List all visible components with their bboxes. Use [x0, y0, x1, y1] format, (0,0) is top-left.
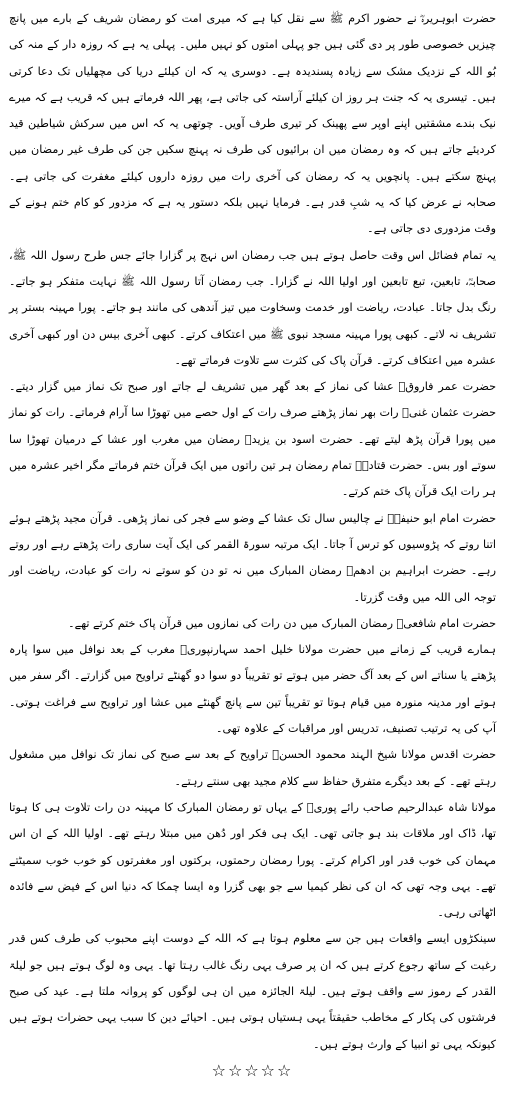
paragraph-saharanpuri: ہمارے قریب کے زمانے میں حضرت مولانا خلیل احمد سہارنپوریؒ مغرب کے بعد نوافل میں سوا پارہ پڑھتے یا سناتے اس کے بعد آگ حضر میں ہوتے تو تقریباً دو سوا دو گھنٹے تراویح میں گزارتے۔ اگر سفر میں ہوتے اور مدینہ منورہ میں قیام ہوتا تو تقریباً تین سے پانچ گھنٹے میں عشا اور تراویح سے فراغت ہوتی۔ آپ کی یہ ترتیب تصنیف، تدریس اور مراقبات کے علاوہ تھی۔ — [9, 643, 496, 736]
paragraph-raipuri: مولانا شاہ عبدالرحیم صاحب رائے پوریؒ کے یہاں تو رمضان المبارک کا مہینہ دن رات تلاوت ہی کا ہوتا تھا، ڈاک اور ملاقات بند ہو جاتی تھی۔ ایک ہی فکر اور دُھن میں مبتلا رہتے تھے۔ اولیا اللہ کے ان اس مہمان کی خوب قدر اور اکرام کرتے۔ پورا رمضان رحمتوں، برکتوں اور مغفرتوں کو خوب خوب سمیٹتے تھے۔ یہی وجہ تھی کہ ان کی نظر کیمیا سے جو بھی گزرا وہ ایسا چمکا کہ دنیا اس کے فیض سے فائدہ اٹھاتی رہی۔ — [9, 800, 496, 920]
paragraph-abu-hanifa: حضرت امام ابو حنیفہؒ نے چالیس سال تک عشا کے وضو سے فجر کی نماز پڑھی۔ قرآن مجید پڑھتے ہوئے اتنا روتے کہ پڑوسیوں کو ترس آ جاتا۔ ایک مرتبہ سورۃ القمر کی ایک آیت ساری رات پڑھتے رہے اور روتے رہے۔ حضرت ابراہیم بن ادھمؒ رمضان المبارک میں نہ تو دن کو سوتے نہ رات کو عبادت، ریاضت اور توجہ الی اللہ میں وقت گزرتا۔ — [9, 511, 496, 604]
star-separator: ☆☆☆☆☆ — [211, 1060, 294, 1080]
paragraph-conclusion: سینکڑوں ایسے واقعات ہیں جن سے معلوم ہوتا ہے کہ اللہ کے دوست اپنے محبوب کی طرف کس قدر رغبت کے ساتھ رجوع کرتے ہیں کہ ان پر صرف یہی رنگ غالب رہتا تھا۔ یہی وہ لوگ ہوتے ہیں جو لیلۃ القدر کے رموز سے واقف ہوتے ہیں۔ لیلۃ الجائزہ میں ان ہی لوگوں کو پروانہ ملتا ہے۔ عید کی صبح فرشتوں کی پکار کے مخاطب حقیقتاً یہی ہستیاں ہوتی ہیں۔ احیائے دین کا سبب یہی حضرات ہوتے ہیں کیونکہ یہی تو انبیا کے وارث ہوتے ہیں۔ — [9, 932, 496, 1051]
paragraph-prophet-practice: یہ تمام فضائل اس وقت حاصل ہوتے ہیں جب رمضان اس نہج پر گزارا جائے جس طرح رسول اللہ ﷺ، صحابہؓ، تابعین، تبع تابعین اور اولیا اللہ نے گزارا۔ جب رمضان آتا رسول اللہ ﷺ نہایت متفکر ہو جاتے۔ رنگ بدل جاتا۔ عبادت، ریاضت اور خدمت وسخاوت میں تیز آندھی کی مانند ہو جاتے۔ پورا مہینہ بستر پر تشریف نہ لاتے۔ کبھی پورا مہینہ مسجد نبوی ﷺ میں اعتکاف کرتے۔ کبھی آخری بیس دن اور کبھی آخری عشرہ میں اعتکاف کرتے۔ قرآن پاک کی کثرت سے تلاوت فرماتے تھے۔ — [9, 248, 496, 367]
paragraph-shafii: حضرت امام شافعیؒ رمضان المبارک میں دن رات کی نمازوں میں قرآن پاک ختم کرتے تھے۔ — [68, 616, 496, 630]
paragraph-shaikh-ul-hind: حضرت اقدس مولانا شیخ الہند محمود الحسنؒ تراویح کے بعد سے صبح کی نماز تک نوافل میں مشغول رہتے تھے۔ کے بعد دیگرے متفرق حفاظ سے کلام مجید بھی سنتے رہتے۔ — [9, 748, 496, 788]
paragraph-caliphs: حضرت عمر فاروقؓ عشا کی نماز کے بعد گھر میں تشریف لے جاتے اور صبح تک نماز میں گزار دیتے۔ حضرت عثمان غنیؓ رات بھر نماز پڑھتے صرف رات کے اول حصے میں تھوڑا سا آرام فرماتے۔ رات کو نماز میں پورا قرآن پڑھ لیتے تھے۔ حضرت اسود بن یزیدؒ رمضان میں مغرب اور عشا کے درمیان تھوڑا سا سوتے اور بس۔ حضرت قتادہؒ تمام رمضان ہر تین راتوں میں ایک قرآن ختم فرماتے مگر اخیر عشرہ میں ہر رات ایک قرآن پاک ختم کرتے۔ — [8, 380, 496, 499]
paragraph-five-gifts: حضرت ابوہریرہؓ نے حضور اکرم ﷺ سے نقل کیا ہے کہ میری امت کو رمضان شریف کے بارے میں پانچ چیزیں خصوصی طور پر دی گئی ہیں جو پہلی امتوں کو نہیں ملیں۔ پہلی یہ ہے کہ روزہ دار کے منہ کی بُو اللہ کے نزدیک مشک سے زیادہ پسندیدہ ہے۔ دوسری یہ کہ ان کیلئے دریا کی مچھلیاں تک دعا کرتی ہیں۔ تیسری یہ کہ جنت ہر روز ان کیلئے آراستہ کی جاتی ہے، پھر اللہ فرماتے ہیں کہ قریب ہے کہ میرے نیک بندے مشقتیں اپنے اوپر سے پھینک کر تیری طرف آویں۔ چوتھی یہ کہ اس میں سرکش شیاطین قید کردیئے جاتے ہیں کہ وہ رمضان میں ان برائیوں کی طرف نہ پہنچ سکیں جن کی طرف غیر رمضان میں پہنچ سکتے ہیں۔ پانچویں یہ کہ رمضان کی آخری رات میں روزہ داروں کیلئے مغفرت کی جاتی ہے۔ صحابہ نے عرض کیا کہ یہ شبِ قدر ہے۔ فرمایا نہیں بلکہ دستور یہ ہے کہ مزدور کو کام ختم ہونے کے وقت مزدوری دی جاتی ہے۔ — [9, 12, 496, 236]
